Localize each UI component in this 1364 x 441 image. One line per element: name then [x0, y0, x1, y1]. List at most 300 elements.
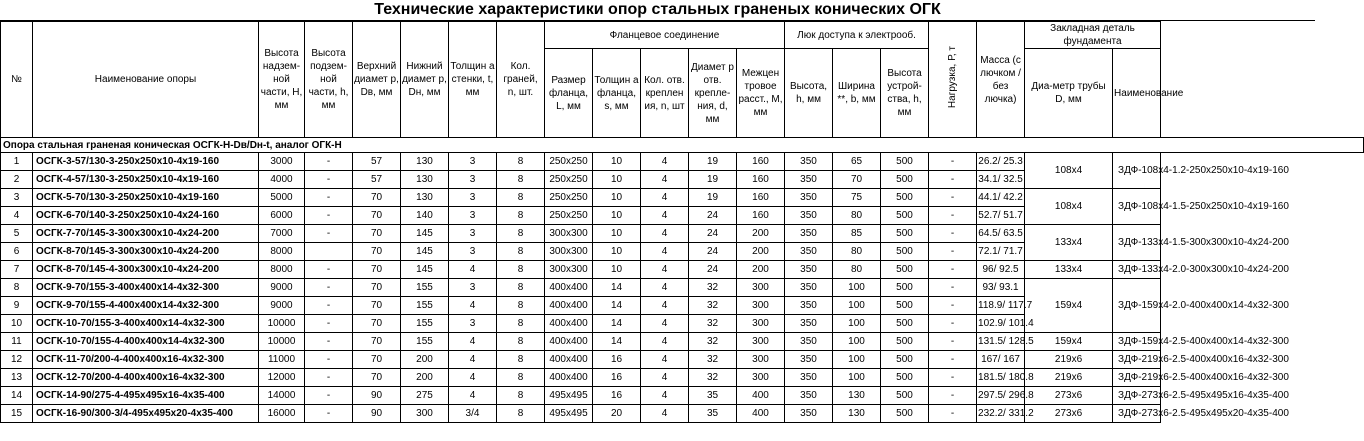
cell-device-height: 500	[881, 387, 929, 405]
cell-center-distance: 200	[737, 225, 785, 243]
cell-support-name: ОСГК-16-90/300-3/4-495x495x20-4x35-400	[33, 405, 259, 423]
cell-center-distance: 160	[737, 207, 785, 225]
cell-device-height: 500	[881, 261, 929, 279]
section-row	[1, 138, 1364, 153]
cell-pipe-diameter: 133x4	[1025, 261, 1113, 279]
cell-flange-size: 250x250	[545, 189, 593, 207]
specs-table	[0, 21, 1364, 423]
cell-height-below: -	[305, 297, 353, 315]
cell-bottom-diameter: 275	[401, 387, 449, 405]
cell-load: -	[929, 225, 977, 243]
cell-load: -	[929, 207, 977, 225]
table-row	[1, 279, 1364, 297]
cell-device-height: 500	[881, 189, 929, 207]
cell-top-diameter: 70	[353, 279, 401, 297]
cell-device-height: 500	[881, 297, 929, 315]
cell-pipe-diameter: 159x4	[1025, 279, 1113, 333]
cell-support-name: ОСГК-10-70/155-3-400x400x14-4x32-300	[33, 315, 259, 333]
table-row	[1, 405, 1364, 423]
cell-wall-thickness: 4	[449, 351, 497, 369]
cell-hatch-width: 80	[833, 207, 881, 225]
cell-flange-thickness: 14	[593, 297, 641, 315]
col-header-flange-thickness: Толщин а фланца, s, мм	[593, 49, 641, 138]
cell-height-above: 10000	[259, 333, 305, 351]
cell-mass: 44.1/ 42.2	[977, 189, 1025, 207]
cell-row-number: 9	[1, 297, 33, 315]
cell-hatch-height: 350	[785, 405, 833, 423]
cell-hatch-width: 100	[833, 279, 881, 297]
cell-bottom-diameter: 300	[401, 405, 449, 423]
cell-hole-diameter: 19	[689, 189, 737, 207]
cell-faces-count: 8	[497, 261, 545, 279]
cell-load: -	[929, 315, 977, 333]
cell-flange-thickness: 10	[593, 207, 641, 225]
cell-device-height: 500	[881, 225, 929, 243]
cell-flange-size: 300x300	[545, 261, 593, 279]
cell-hatch-height: 350	[785, 297, 833, 315]
cell-support-name: ОСГК-8-70/145-4-300x300x10-4x24-200	[33, 261, 259, 279]
table-row	[1, 261, 1364, 279]
cell-flange-thickness: 10	[593, 153, 641, 171]
cell-foundation-name: ЗДФ-108x4-1.2-250x250x10-4x19-160	[1113, 153, 1161, 189]
cell-holes-count: 4	[641, 369, 689, 387]
cell-device-height: 500	[881, 207, 929, 225]
cell-foundation-name: ЗДФ-273x6-2.5-495x495x20-4x35-400	[1113, 405, 1161, 423]
cell-pipe-diameter: 108x4	[1025, 189, 1113, 225]
cell-wall-thickness: 3	[449, 171, 497, 189]
cell-center-distance: 160	[737, 189, 785, 207]
cell-device-height: 500	[881, 243, 929, 261]
cell-flange-size: 400x400	[545, 279, 593, 297]
col-header-height-below: Высота подзем-ной части, h, мм	[305, 22, 353, 138]
col-header-top-diameter: Верхний диамет р, Dв, мм	[353, 22, 401, 138]
col-header-faces: Кол. граней, n, шт.	[497, 22, 545, 138]
table-row	[1, 333, 1364, 351]
cell-hole-diameter: 19	[689, 171, 737, 189]
cell-bottom-diameter: 155	[401, 279, 449, 297]
cell-row-number: 2	[1, 171, 33, 189]
cell-pipe-diameter: 273x6	[1025, 387, 1113, 405]
cell-flange-thickness: 10	[593, 243, 641, 261]
page-title: Технические характеристики опор стальных граненых конических ОГК	[0, 0, 1315, 21]
cell-row-number: 7	[1, 261, 33, 279]
cell-foundation-name: ЗДФ-159x4-2.0-400x400x14-4x32-300	[1113, 279, 1161, 333]
cell-wall-thickness: 4	[449, 369, 497, 387]
cell-support-name: ОСГК-6-70/140-3-250x250x10-4x24-160	[33, 207, 259, 225]
cell-row-number: 14	[1, 387, 33, 405]
cell-device-height: 500	[881, 171, 929, 189]
cell-hatch-height: 350	[785, 243, 833, 261]
cell-center-distance: 200	[737, 243, 785, 261]
col-header-flange-size: Размер фланца, L, мм	[545, 49, 593, 138]
cell-hatch-height: 350	[785, 207, 833, 225]
cell-top-diameter: 90	[353, 387, 401, 405]
cell-center-distance: 300	[737, 369, 785, 387]
cell-hatch-height: 350	[785, 153, 833, 171]
cell-faces-count: 8	[497, 405, 545, 423]
table-row	[1, 225, 1364, 243]
cell-top-diameter: 70	[353, 351, 401, 369]
cell-height-below	[305, 243, 353, 261]
cell-foundation-name: ЗДФ-108x4-1.5-250x250x10-4x19-160	[1113, 189, 1161, 225]
cell-mass: 131.5/ 128.5	[977, 333, 1025, 351]
cell-center-distance: 300	[737, 297, 785, 315]
cell-flange-thickness: 10	[593, 189, 641, 207]
cell-row-number: 1	[1, 153, 33, 171]
cell-hole-diameter: 35	[689, 405, 737, 423]
cell-center-distance: 300	[737, 333, 785, 351]
cell-height-below: -	[305, 171, 353, 189]
cell-row-number: 3	[1, 189, 33, 207]
cell-center-distance: 160	[737, 171, 785, 189]
cell-hatch-height: 350	[785, 387, 833, 405]
cell-foundation-name: ЗДФ-133x4-2.0-300x300x10-4x24-200	[1113, 261, 1161, 279]
cell-foundation-name: ЗДФ-159x4-2.5-400x400x14-4x32-300	[1113, 333, 1161, 351]
col-header-holes-count: Кол. отв. креплен ия, n, шт	[641, 49, 689, 138]
col-header-pipe-diameter: Диа-метр трубы D, мм	[1025, 49, 1113, 138]
cell-hatch-width: 70	[833, 171, 881, 189]
cell-faces-count: 8	[497, 333, 545, 351]
cell-height-below: -	[305, 315, 353, 333]
cell-height-below: -	[305, 387, 353, 405]
cell-flange-thickness: 16	[593, 351, 641, 369]
cell-bottom-diameter: 155	[401, 297, 449, 315]
cell-faces-count: 8	[497, 387, 545, 405]
cell-wall-thickness: 3	[449, 243, 497, 261]
cell-center-distance: 300	[737, 351, 785, 369]
cell-hatch-height: 350	[785, 333, 833, 351]
cell-bottom-diameter: 200	[401, 351, 449, 369]
cell-wall-thickness: 3	[449, 153, 497, 171]
cell-mass: 102.9/ 101.4	[977, 315, 1025, 333]
cell-height-below: -	[305, 333, 353, 351]
cell-hatch-width: 80	[833, 261, 881, 279]
cell-foundation-name: ЗДФ-133x4-1.5-300x300x10-4x24-200	[1113, 225, 1161, 261]
cell-pipe-diameter: 219x6	[1025, 351, 1113, 369]
cell-height-above: 12000	[259, 369, 305, 387]
cell-support-name: ОСГК-12-70/200-4-400x400x16-4x32-300	[33, 369, 259, 387]
group-header-foundation: Закладная деталь фундамента	[1025, 22, 1161, 49]
cell-mass: 34.1/ 32.5	[977, 171, 1025, 189]
cell-foundation-name: ЗДФ-273x6-2.5-495x495x16-4x35-400	[1113, 387, 1161, 405]
cell-load: -	[929, 243, 977, 261]
cell-foundation-name: ЗДФ-219x6-2.5-400x400x16-4x32-300	[1113, 369, 1161, 387]
cell-support-name: ОСГК-9-70/155-3-400x400x14-4x32-300	[33, 279, 259, 297]
cell-hatch-height: 350	[785, 369, 833, 387]
cell-hole-diameter: 24	[689, 261, 737, 279]
cell-flange-thickness: 10	[593, 225, 641, 243]
cell-holes-count: 4	[641, 351, 689, 369]
cell-row-number: 4	[1, 207, 33, 225]
cell-height-above: 8000	[259, 243, 305, 261]
table-row	[1, 387, 1364, 405]
cell-mass: 118.9/ 117.7	[977, 297, 1025, 315]
cell-bottom-diameter: 130	[401, 189, 449, 207]
cell-flange-thickness: 14	[593, 333, 641, 351]
cell-holes-count: 4	[641, 261, 689, 279]
cell-height-above: 6000	[259, 207, 305, 225]
cell-height-above: 4000	[259, 171, 305, 189]
cell-support-name: ОСГК-9-70/155-4-400x400x14-4x32-300	[33, 297, 259, 315]
cell-mass: 232.2/ 331.2	[977, 405, 1025, 423]
cell-hole-diameter: 32	[689, 369, 737, 387]
cell-pipe-diameter: 219x6	[1025, 369, 1113, 387]
cell-hatch-width: 130	[833, 405, 881, 423]
cell-hatch-width: 85	[833, 225, 881, 243]
cell-height-below: -	[305, 261, 353, 279]
col-header-height-above: Высота надзем-ной части, Н, мм	[259, 22, 305, 138]
cell-hatch-height: 350	[785, 279, 833, 297]
cell-load: -	[929, 333, 977, 351]
cell-hatch-width: 100	[833, 351, 881, 369]
cell-foundation-name: ЗДФ-219x6-2.5-400x400x16-4x32-300	[1113, 351, 1161, 369]
cell-device-height: 500	[881, 279, 929, 297]
cell-top-diameter: 70	[353, 207, 401, 225]
cell-bottom-diameter: 145	[401, 225, 449, 243]
cell-mass: 181.5/ 180.8	[977, 369, 1025, 387]
cell-center-distance: 200	[737, 261, 785, 279]
cell-center-distance: 300	[737, 279, 785, 297]
cell-top-diameter: 70	[353, 225, 401, 243]
cell-load: -	[929, 297, 977, 315]
cell-hatch-width: 80	[833, 243, 881, 261]
cell-height-below: -	[305, 207, 353, 225]
cell-bottom-diameter: 145	[401, 261, 449, 279]
cell-mass: 26.2/ 25.3	[977, 153, 1025, 171]
group-header-flange: Фланцевое соединение	[545, 22, 785, 49]
cell-hole-diameter: 24	[689, 207, 737, 225]
cell-faces-count: 8	[497, 297, 545, 315]
cell-top-diameter: 70	[353, 297, 401, 315]
cell-holes-count: 4	[641, 189, 689, 207]
cell-faces-count: 8	[497, 189, 545, 207]
cell-device-height: 500	[881, 351, 929, 369]
cell-hatch-width: 100	[833, 315, 881, 333]
cell-flange-size: 400x400	[545, 333, 593, 351]
cell-bottom-diameter: 155	[401, 315, 449, 333]
cell-flange-size: 400x400	[545, 297, 593, 315]
cell-device-height: 500	[881, 405, 929, 423]
cell-wall-thickness: 4	[449, 297, 497, 315]
cell-support-name: ОСГК-14-90/275-4-495x495x16-4x35-400	[33, 387, 259, 405]
cell-bottom-diameter: 140	[401, 207, 449, 225]
cell-mass: 96/ 92.5	[977, 261, 1025, 279]
col-header-hatch-height: Высота, h, мм	[785, 49, 833, 138]
cell-hatch-width: 100	[833, 369, 881, 387]
cell-hole-diameter: 32	[689, 297, 737, 315]
cell-hatch-height: 350	[785, 225, 833, 243]
col-header-center-distance: Межцен тровое расст., М, мм	[737, 49, 785, 138]
cell-center-distance: 160	[737, 153, 785, 171]
cell-support-name: ОСГК-7-70/145-3-300x300x10-4x24-200	[33, 225, 259, 243]
cell-height-below: -	[305, 351, 353, 369]
cell-holes-count: 4	[641, 279, 689, 297]
cell-row-number: 13	[1, 369, 33, 387]
cell-height-below: -	[305, 369, 353, 387]
cell-row-number: 15	[1, 405, 33, 423]
cell-top-diameter: 57	[353, 171, 401, 189]
col-header-num: №	[1, 22, 33, 138]
cell-top-diameter: 70	[353, 369, 401, 387]
table-row	[1, 351, 1364, 369]
cell-height-above: 10000	[259, 315, 305, 333]
cell-top-diameter: 90	[353, 405, 401, 423]
cell-support-name: ОСГК-10-70/155-4-400x400x14-4x32-300	[33, 333, 259, 351]
cell-faces-count: 8	[497, 243, 545, 261]
cell-flange-size: 250x250	[545, 153, 593, 171]
cell-holes-count: 4	[641, 225, 689, 243]
cell-holes-count: 4	[641, 315, 689, 333]
col-header-device-height: Высота устрой-ства, h, мм	[881, 49, 929, 138]
cell-height-above: 7000	[259, 225, 305, 243]
cell-mass: 297.5/ 296.8	[977, 387, 1025, 405]
cell-height-above: 9000	[259, 279, 305, 297]
cell-top-diameter: 70	[353, 333, 401, 351]
cell-wall-thickness: 3	[449, 207, 497, 225]
cell-hatch-height: 350	[785, 261, 833, 279]
col-header-name: Наименование опоры	[33, 22, 259, 138]
cell-height-above: 8000	[259, 261, 305, 279]
cell-faces-count: 8	[497, 351, 545, 369]
cell-faces-count: 8	[497, 171, 545, 189]
table-row	[1, 153, 1364, 171]
load-header-text: Нагрузка, Р, т	[947, 46, 959, 109]
col-header-wall-thickness: Толщин а стенки, t, мм	[449, 22, 497, 138]
cell-center-distance: 400	[737, 387, 785, 405]
cell-hole-diameter: 24	[689, 243, 737, 261]
cell-support-name: ОСГК-8-70/145-3-300x300x10-4x24-200	[33, 243, 259, 261]
cell-flange-thickness: 10	[593, 171, 641, 189]
cell-hatch-width: 130	[833, 387, 881, 405]
cell-height-below: -	[305, 225, 353, 243]
cell-holes-count: 4	[641, 243, 689, 261]
cell-wall-thickness: 3/4	[449, 405, 497, 423]
cell-device-height: 500	[881, 369, 929, 387]
table-row	[1, 189, 1364, 207]
cell-mass: 93/ 93.1	[977, 279, 1025, 297]
col-header-mass: Масса (с лючком / без лючка)	[977, 22, 1025, 138]
cell-hatch-width: 75	[833, 189, 881, 207]
cell-flange-size: 400x400	[545, 351, 593, 369]
cell-bottom-diameter: 200	[401, 369, 449, 387]
cell-support-name: ОСГК-3-57/130-3-250x250x10-4x19-160	[33, 153, 259, 171]
cell-height-above: 16000	[259, 405, 305, 423]
cell-flange-size: 250x250	[545, 207, 593, 225]
cell-flange-size: 400x400	[545, 369, 593, 387]
cell-wall-thickness: 3	[449, 315, 497, 333]
cell-height-above: 11000	[259, 351, 305, 369]
cell-top-diameter: 57	[353, 153, 401, 171]
cell-pipe-diameter: 133x4	[1025, 225, 1113, 261]
cell-faces-count: 8	[497, 225, 545, 243]
cell-mass: 167/ 167	[977, 351, 1025, 369]
cell-holes-count: 4	[641, 297, 689, 315]
cell-row-number: 12	[1, 351, 33, 369]
cell-load: -	[929, 261, 977, 279]
cell-wall-thickness: 3	[449, 189, 497, 207]
cell-height-above: 14000	[259, 387, 305, 405]
cell-center-distance: 400	[737, 405, 785, 423]
cell-wall-thickness: 4	[449, 333, 497, 351]
cell-hatch-height: 350	[785, 189, 833, 207]
cell-row-number: 10	[1, 315, 33, 333]
cell-hole-diameter: 24	[689, 225, 737, 243]
cell-center-distance: 300	[737, 315, 785, 333]
cell-flange-thickness: 14	[593, 315, 641, 333]
cell-row-number: 8	[1, 279, 33, 297]
cell-hatch-height: 350	[785, 171, 833, 189]
col-header-hatch-width: Ширина **, b, мм	[833, 49, 881, 138]
cell-height-below: -	[305, 153, 353, 171]
cell-flange-thickness: 16	[593, 387, 641, 405]
cell-wall-thickness: 3	[449, 279, 497, 297]
cell-support-name: ОСГК-4-57/130-3-250x250x10-4x19-160	[33, 171, 259, 189]
cell-bottom-diameter: 145	[401, 243, 449, 261]
cell-device-height: 500	[881, 315, 929, 333]
col-header-hole-diameter: Диамет р отв. крепле-ния, d, мм	[689, 49, 737, 138]
cell-load: -	[929, 153, 977, 171]
col-header-bottom-diameter: Нижний диамет р, Dн, мм	[401, 22, 449, 138]
cell-height-above: 9000	[259, 297, 305, 315]
cell-row-number: 6	[1, 243, 33, 261]
cell-flange-thickness: 10	[593, 261, 641, 279]
cell-hatch-height: 350	[785, 351, 833, 369]
cell-pipe-diameter: 108x4	[1025, 153, 1113, 189]
cell-support-name: ОСГК-11-70/200-4-400x400x16-4x32-300	[33, 351, 259, 369]
cell-row-number: 11	[1, 333, 33, 351]
cell-hatch-width: 100	[833, 333, 881, 351]
cell-flange-thickness: 20	[593, 405, 641, 423]
cell-flange-size: 495x495	[545, 387, 593, 405]
cell-bottom-diameter: 130	[401, 171, 449, 189]
cell-top-diameter: 70	[353, 315, 401, 333]
cell-holes-count: 4	[641, 405, 689, 423]
cell-holes-count: 4	[641, 207, 689, 225]
cell-hatch-width: 65	[833, 153, 881, 171]
cell-row-number: 5	[1, 225, 33, 243]
cell-hatch-height: 350	[785, 315, 833, 333]
table-row	[1, 369, 1364, 387]
cell-flange-thickness: 16	[593, 369, 641, 387]
cell-mass: 52.7/ 51.7	[977, 207, 1025, 225]
cell-faces-count: 8	[497, 207, 545, 225]
cell-support-name: ОСГК-5-70/130-3-250x250x10-4x19-160	[33, 189, 259, 207]
cell-flange-size: 300x300	[545, 225, 593, 243]
group-header-hatch: Люк доступа к электрооб.	[785, 22, 929, 49]
cell-load: -	[929, 387, 977, 405]
cell-holes-count: 4	[641, 171, 689, 189]
cell-holes-count: 4	[641, 333, 689, 351]
cell-pipe-diameter: 159x4	[1025, 333, 1113, 351]
cell-hole-diameter: 32	[689, 351, 737, 369]
cell-height-above: 3000	[259, 153, 305, 171]
cell-height-below: -	[305, 279, 353, 297]
cell-wall-thickness: 3	[449, 225, 497, 243]
cell-top-diameter: 70	[353, 189, 401, 207]
cell-mass: 64.5/ 63.5	[977, 225, 1025, 243]
cell-holes-count: 4	[641, 153, 689, 171]
section-label: Опора стальная граненая коническая ОСГК-Н-Dв/Dн-t, аналог ОГК-Н	[1, 138, 1364, 153]
cell-height-below: -	[305, 405, 353, 423]
cell-device-height: 500	[881, 153, 929, 171]
cell-wall-thickness: 4	[449, 261, 497, 279]
cell-hole-diameter: 35	[689, 387, 737, 405]
cell-hole-diameter: 19	[689, 153, 737, 171]
cell-mass: 72.1/ 71.7	[977, 243, 1025, 261]
cell-bottom-diameter: 155	[401, 333, 449, 351]
cell-load: -	[929, 279, 977, 297]
cell-height-above: 5000	[259, 189, 305, 207]
